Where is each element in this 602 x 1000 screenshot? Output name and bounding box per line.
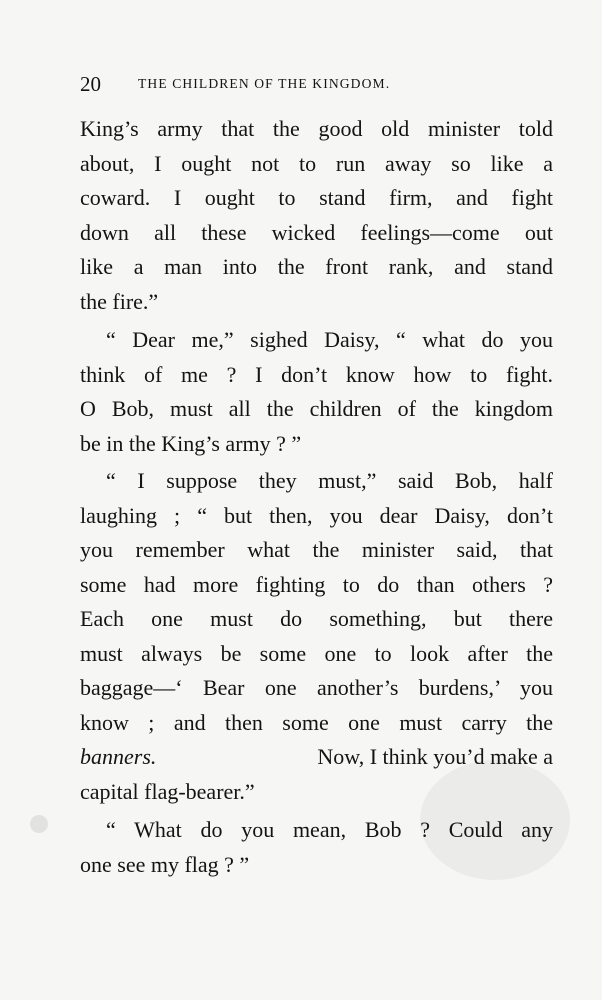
running-head: THE CHILDREN OF THE KINGDOM. xyxy=(138,76,391,91)
text-line: coward. I ought to stand firm, and fight xyxy=(80,185,553,210)
text-line: “ What do you mean, Bob ? Could any xyxy=(106,817,553,842)
text-line: know ; and then some one must carry the xyxy=(80,709,553,735)
text-line: the fire.” xyxy=(80,288,159,314)
text-line-continuation: Now, I think you’d make a xyxy=(317,744,553,769)
text-line: like a man into the front rank, and stand xyxy=(80,254,553,279)
page-header xyxy=(80,70,560,98)
text-line: must always be some one to look after the xyxy=(80,640,553,666)
text-line: one see my flag ? ” xyxy=(80,851,250,877)
text-line: Each one must do something, but there xyxy=(80,606,553,631)
text-line: be in the King’s army ? ” xyxy=(80,430,302,456)
text-line: “ Dear me,” sighed Daisy, “ what do you xyxy=(106,327,553,352)
text-line xyxy=(80,740,553,775)
text-line: laughing ; “ but then, you dear Daisy, don’t xyxy=(80,502,553,528)
text-line: capital flag-bearer.” xyxy=(80,778,255,804)
text-line: think of me ? I don’t know how to fight. xyxy=(80,361,553,387)
text-line: “ I suppose they must,” said Bob, half xyxy=(106,468,553,493)
text-line: some had more fighting to do than others ? xyxy=(80,571,553,597)
text-line: about, I ought not to run away so like a xyxy=(80,150,553,176)
text-line: baggage—‘ Bear one another’s burdens,’ you xyxy=(80,675,553,700)
text-line: you remember what the minister said, that xyxy=(80,537,553,562)
text-line: down all these wicked feelings—come out xyxy=(80,219,553,245)
text-line: O Bob, must all the children of the kingdom xyxy=(80,396,553,421)
paper-stain xyxy=(30,815,48,833)
italic-word: banners. xyxy=(80,744,157,769)
text-line: King’s army that the good old minister told xyxy=(80,116,553,141)
page-number: 20 xyxy=(80,72,101,96)
